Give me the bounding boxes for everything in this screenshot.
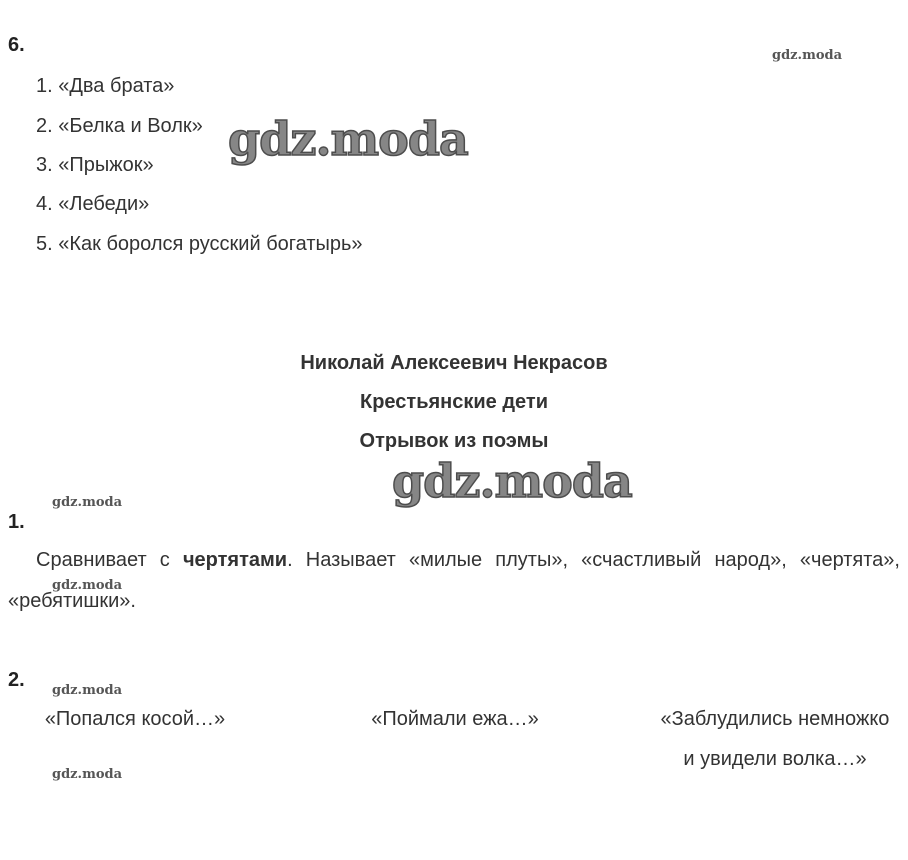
work-title: Крестьянские дети — [360, 391, 548, 413]
task-number-1: 1. — [8, 511, 25, 533]
answer-text: Сравнивает с — [36, 549, 183, 571]
list-item: 5. «Как боролся русский богатырь» — [36, 233, 363, 255]
work-subtitle: Отрывок из поэмы — [359, 430, 549, 452]
watermark-small: gdz.moda — [52, 683, 123, 698]
watermark-small: gdz.moda — [772, 48, 843, 63]
watermark-small: gdz.moda — [52, 767, 123, 782]
task-number-2: 2. — [8, 669, 25, 691]
task1-answer — [8, 540, 900, 622]
watermark-small: gdz.moda — [52, 578, 123, 593]
answer-bold-word: чертятами — [182, 549, 288, 571]
list-item: 2. «Белка и Волк» — [36, 115, 203, 137]
watermark-small: gdz.moda — [52, 495, 123, 510]
author-heading: Николай Алексеевич Некрасов — [300, 352, 608, 374]
answer-column-1: «Попался косой…» — [44, 708, 226, 730]
answer-text: . Называет «милые плуты», «счастливый народ», «чертята», «ребятишки». — [8, 549, 900, 612]
list-item: 1. «Два брата» — [36, 75, 175, 97]
watermark-large: gdz.moda — [228, 112, 468, 166]
watermark-large: gdz.moda — [392, 454, 632, 508]
section-number-6: 6. — [8, 34, 25, 56]
answer-column-3: «Заблудились немножко и увидели волка…» — [660, 708, 890, 770]
answer-column-2: «Поймали ежа…» — [371, 708, 539, 730]
list-item: 3. «Прыжок» — [36, 154, 154, 176]
list-item: 4. «Лебеди» — [36, 193, 150, 215]
